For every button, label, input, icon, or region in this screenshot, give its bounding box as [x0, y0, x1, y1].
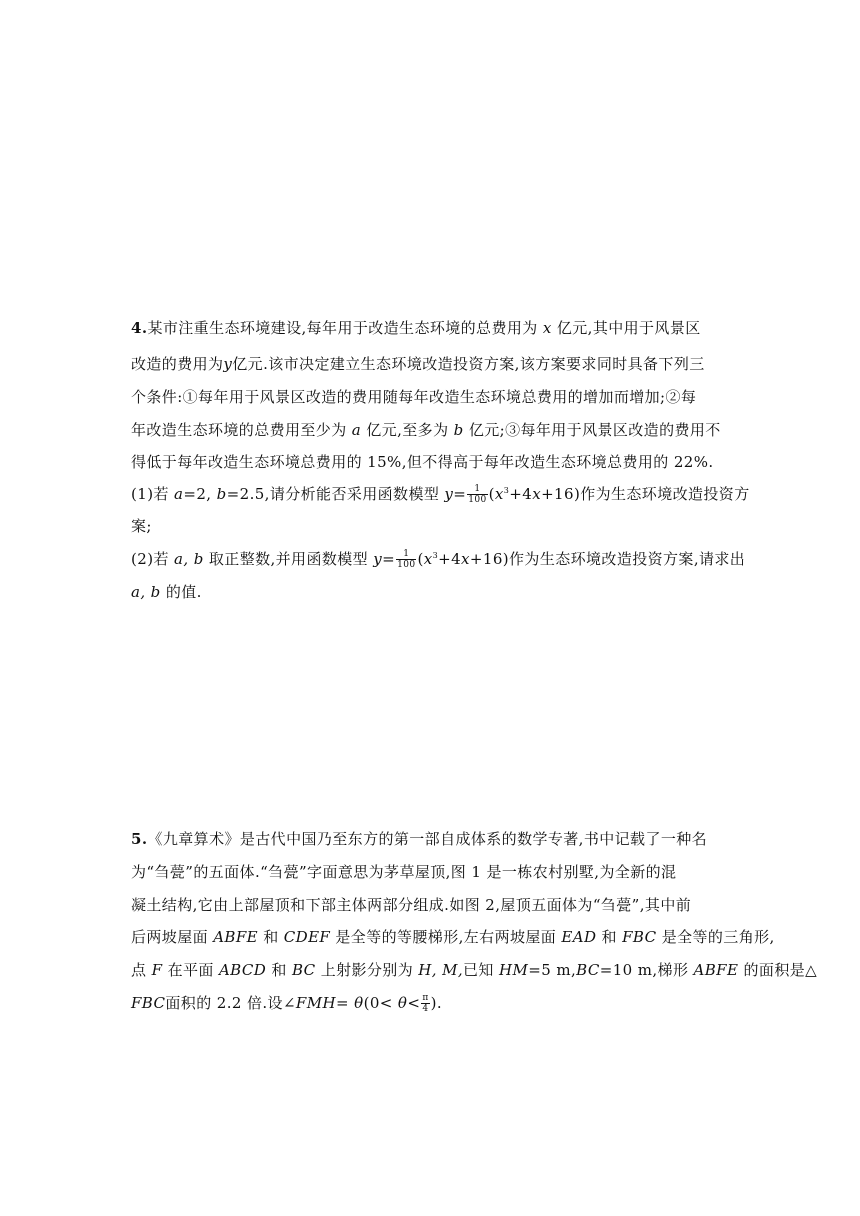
- text: 和: [263, 928, 279, 946]
- text: =2,: [183, 485, 212, 503]
- problem5-line5: [131, 960, 818, 980]
- text: 和: [601, 928, 617, 946]
- label-FMH: FMH: [295, 994, 336, 1012]
- label-HM: HM: [499, 961, 529, 979]
- text: 亿元.该市决定建立生态环境改造投资方案,该方案要求同时具备下列三: [232, 355, 705, 373]
- var-x: x: [542, 319, 552, 337]
- fraction: [421, 993, 429, 1014]
- problem5-number: 5.: [131, 830, 148, 848]
- text: 后两坡屋面: [131, 928, 209, 946]
- denominator: 100: [468, 494, 487, 505]
- text: 得低于每年改造生态环境总费用的 15%,但不得高于每年改造生态环境总费用的 22%.: [131, 453, 714, 471]
- label-EAD: EAD: [561, 928, 597, 946]
- text: 的面积是△: [743, 961, 818, 979]
- problem4-line3: [131, 387, 736, 407]
- text: 面积的 2.2 倍.设∠: [165, 994, 296, 1012]
- text: 亿元,至多为: [366, 421, 449, 439]
- text: 是全等的三角形,: [661, 928, 775, 946]
- fraction: [467, 484, 487, 505]
- text: (: [488, 485, 495, 503]
- text: 个条件:①每年用于风景区改造的费用随每年改造生态环境总费用的增加而增加;②每: [131, 388, 697, 406]
- label-ABFE: ABFE: [213, 928, 259, 946]
- numerator: 1: [396, 549, 416, 560]
- problem5-line1: [131, 829, 736, 849]
- text: (1)若: [131, 485, 169, 503]
- text: =2.5,请分析能否采用函数模型: [226, 485, 440, 503]
- text: 已知: [463, 961, 494, 979]
- text: 点: [131, 961, 147, 979]
- text: =10 m,梯形: [599, 961, 689, 979]
- var-y: y: [444, 485, 454, 503]
- text: +4: [509, 485, 533, 503]
- var-a: a: [351, 421, 362, 439]
- var-x: x: [423, 550, 433, 568]
- problem4-part1-line2: [131, 516, 736, 536]
- text: +16)作为生态环境改造投资方: [541, 485, 750, 503]
- problem4-part2-line2: [131, 582, 736, 602]
- var-y: y: [223, 355, 233, 373]
- text: 亿元;③每年用于风景区改造的费用不: [468, 421, 721, 439]
- text: +4: [438, 550, 462, 568]
- problem5-line6: [131, 993, 736, 1015]
- text: 的值.: [165, 583, 202, 601]
- fraction: [396, 549, 416, 570]
- problem4-line2: [131, 354, 736, 374]
- text: 和: [271, 961, 287, 979]
- var-ab: a, b: [131, 583, 161, 601]
- label-CDEF: CDEF: [283, 928, 331, 946]
- text: 凝土结构,它由上部屋顶和下部主体两部分组成.如图 2,屋顶五面体为“刍甍”,其中前: [131, 896, 692, 914]
- label-HM: H, M,: [418, 961, 464, 979]
- text: 《九章算术》是古代中国乃至东方的第一部自成体系的数学专著,书中记载了一种名: [147, 830, 708, 848]
- problem4-part2: [131, 548, 746, 571]
- text: =: [382, 550, 396, 568]
- text: (2)若: [131, 550, 169, 568]
- text: 案;: [131, 517, 152, 535]
- problem5-line4: [131, 927, 775, 947]
- problem5-line3: [131, 895, 736, 915]
- text: 亿元,其中用于风景区: [556, 319, 701, 337]
- text: =5 m,: [528, 961, 577, 979]
- var-a: a: [174, 485, 184, 503]
- theta: θ: [397, 994, 408, 1012]
- label-BC: BC: [576, 961, 600, 979]
- label-ABCD: ABCD: [218, 961, 267, 979]
- text: 是全等的等腰梯形,左右两坡屋面: [335, 928, 557, 946]
- problem5-line2: [131, 862, 736, 882]
- var-x: x: [532, 485, 542, 503]
- exponent: 3: [503, 486, 510, 495]
- label-F: F: [151, 961, 163, 979]
- problem4-line5: [131, 452, 736, 472]
- var-b: b: [453, 421, 464, 439]
- var-ab: a, b: [174, 550, 204, 568]
- text: +16)作为生态环境改造投资方案,请求出: [469, 550, 746, 568]
- var-y: y: [373, 550, 383, 568]
- denominator: 4: [422, 1003, 429, 1014]
- var-x: x: [461, 550, 470, 568]
- text: <: [407, 994, 421, 1012]
- problem4-part1: [131, 483, 750, 506]
- label-FBC: FBC: [131, 994, 166, 1012]
- label-BC: BC: [291, 961, 316, 979]
- problem4-line1: [131, 318, 736, 338]
- text: ).: [430, 994, 443, 1012]
- theta: θ: [354, 994, 364, 1012]
- numerator: π: [422, 992, 429, 1003]
- problem4-line4: [131, 420, 736, 440]
- var-x: x: [494, 485, 504, 503]
- label-ABFE: ABFE: [693, 961, 739, 979]
- text: (0<: [363, 994, 393, 1012]
- denominator: 100: [397, 559, 416, 570]
- text: 某市注重生态环境建设,每年用于改造生态环境的总费用为: [147, 319, 538, 337]
- text: =: [335, 994, 349, 1012]
- text: 在平面: [167, 961, 214, 979]
- text: 改造的费用为: [131, 355, 224, 373]
- text: 年改造生态环境的总费用至少为: [131, 421, 347, 439]
- label-FBC: FBC: [622, 928, 657, 946]
- numerator: 1: [467, 484, 487, 495]
- var-b: b: [216, 485, 227, 503]
- text: 为“刍甍”的五面体.“刍甍”字面意思为茅草屋顶,图 1 是一栋农村别墅,为全新的混: [131, 863, 677, 881]
- text: (: [417, 550, 424, 568]
- text: 上射影分别为: [320, 961, 414, 979]
- text: 取正整数,并用函数模型: [208, 550, 369, 568]
- exponent: 3: [432, 551, 439, 560]
- problem4-number: 4.: [131, 319, 148, 337]
- text: =: [453, 485, 467, 503]
